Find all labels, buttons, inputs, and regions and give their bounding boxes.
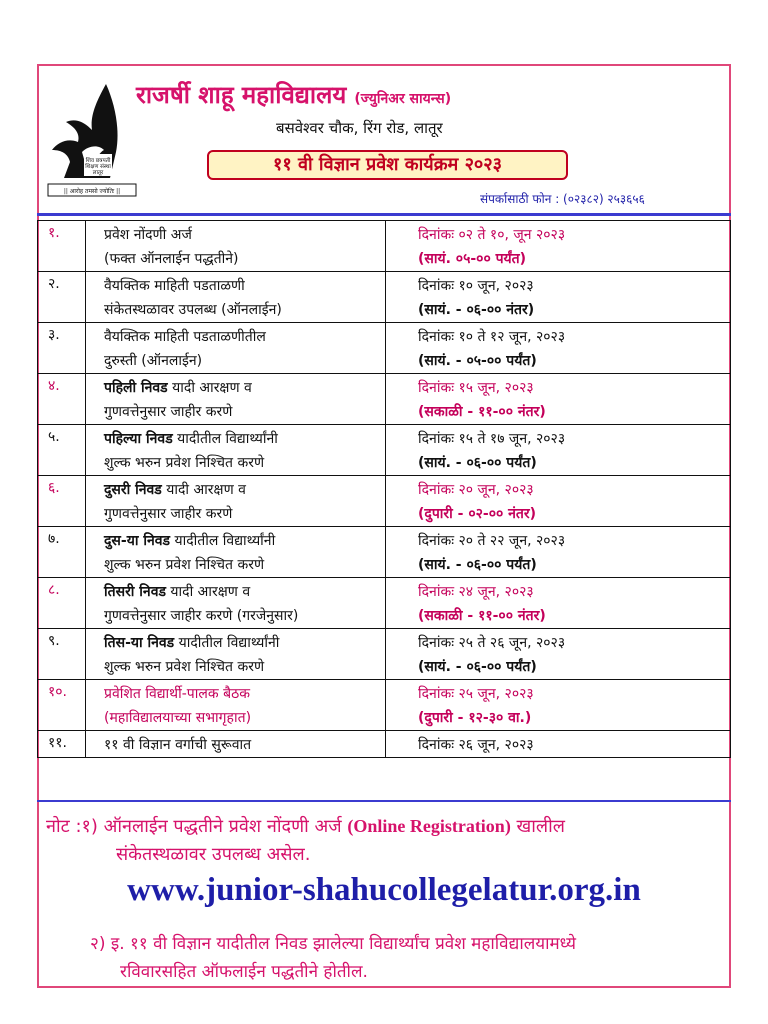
note-2-line1: २) इ. ११ वी विज्ञान यादीतील निवड झालेल्या विद्यार्थ्यांच प्रवेश महाविद्यालयामध्ये — [90, 934, 576, 954]
row-description — [86, 221, 386, 272]
logo-text-1: शिव छत्रपती — [85, 158, 111, 164]
notes-divider — [37, 800, 731, 802]
row-date-line2: (सायं. - ०६-०० पर्यंत) — [418, 659, 537, 675]
row-date-line2: (दुपारी - ०२-०० नंतर) — [418, 506, 536, 522]
row-date-line1: दिनांकः १० जून, २०२३ — [418, 278, 534, 294]
schedule-row — [38, 374, 731, 425]
row-description — [86, 680, 386, 731]
row-date-line2: (सायं. ०५-०० पर्यंत) — [418, 251, 527, 267]
row-date-line1: दिनांकः २४ जून, २०२३ — [418, 584, 534, 600]
note-2 — [90, 930, 730, 986]
contact-phone: संपर्कासाठी फोन : (०२३८२) २५३६५६ — [480, 192, 645, 206]
row-date-line1: दिनांकः २० ते २२ जून, २०२३ — [418, 533, 566, 549]
row-date-line2: (सायं. - ०५-०० पर्यंत) — [418, 353, 537, 369]
row-number: १०. — [38, 680, 86, 731]
row-description — [86, 629, 386, 680]
schedule-row — [38, 527, 731, 578]
row-desc-bold: पहिल्या निवड — [104, 431, 173, 447]
note-1-suffix: खालील — [510, 816, 566, 837]
header-divider — [37, 213, 731, 216]
row-date-line1: दिनांकः ०२ ते १०, जून २०२३ — [418, 227, 566, 243]
row-date — [386, 272, 731, 323]
row-description — [86, 272, 386, 323]
row-description — [86, 527, 386, 578]
row-desc-line2: संकेतस्थळावर उपलब्ध (ऑनलाईन) — [104, 302, 282, 318]
row-number: ११. — [38, 731, 86, 758]
row-desc-line1: यादीतील विद्यार्थ्यांनी — [174, 635, 280, 651]
row-date-line2: (सायं. - ०६-०० नंतर) — [418, 302, 535, 318]
row-desc-line1: प्रवेशित विद्यार्थी-पालक बैठक — [104, 686, 250, 702]
row-desc-line2: गुणवत्तेनुसार जाहीर करणे (गरजेनुसार) — [104, 608, 299, 624]
row-number: २. — [38, 272, 86, 323]
note-1-prefix: नोट :१) ऑनलाईन पद्धतीने प्रवेश नोंदणी अर्ज — [46, 816, 348, 837]
college-address: बसवेश्वर चौक, रिंग रोड, लातूर — [276, 119, 443, 137]
logo-text-3: लातूर — [92, 170, 104, 176]
note-1-english: (Online Registration) — [347, 816, 511, 836]
row-description — [86, 731, 386, 758]
row-desc-line2: शुल्क भरुन प्रवेश निश्चित करणे — [104, 557, 265, 573]
row-date-line1: दिनांकः २० जून, २०२३ — [418, 482, 534, 498]
schedule-row — [38, 476, 731, 527]
row-date-line1: दिनांकः २६ जून, २०२३ — [418, 737, 534, 753]
row-description — [86, 374, 386, 425]
row-date-line2: (सायं. - ०६-०० पर्यंत) — [418, 455, 537, 471]
row-date — [386, 476, 731, 527]
row-description — [86, 578, 386, 629]
row-number: ५. — [38, 425, 86, 476]
row-number: ४. — [38, 374, 86, 425]
program-banner: ११ वी विज्ञान प्रवेश कार्यक्रम २०२३ — [207, 150, 568, 180]
row-desc-bold: पहिली निवड — [104, 380, 168, 396]
row-date-line2: (सकाळी - ११-०० नंतर) — [418, 608, 546, 624]
row-date-line2: (सकाळी - ११-०० नंतर) — [418, 404, 546, 420]
college-name: राजर्षी शाहू महाविद्यालय — [136, 81, 347, 109]
row-number: ८. — [38, 578, 86, 629]
row-desc-line1: यादी आरक्षण व — [165, 584, 251, 600]
row-date — [386, 680, 731, 731]
row-desc-bold: दुसरी निवड — [104, 482, 162, 498]
row-desc-line1: यादीतील विद्यार्थ्यांनी — [172, 431, 278, 447]
row-date — [386, 578, 731, 629]
row-number: ९. — [38, 629, 86, 680]
row-date-line1: दिनांकः १५ जून, २०२३ — [418, 380, 534, 396]
row-date-line2: (सायं. - ०६-०० पर्यंत) — [418, 557, 537, 573]
row-desc-bold: दुस-या निवड — [104, 533, 170, 549]
row-desc-line2: (महाविद्यालयाच्या सभागृहात) — [104, 710, 252, 726]
schedule-table — [37, 220, 731, 758]
row-desc-line1: यादी आरक्षण व — [161, 482, 246, 498]
row-desc-line1: यादीतील विद्यार्थ्यांनी — [170, 533, 276, 549]
schedule-row — [38, 578, 731, 629]
website-url[interactable]: www.junior-shahucollegelatur.org.in — [127, 872, 641, 908]
row-desc-line1: वैयक्तिक माहिती पडताळणी — [104, 278, 245, 294]
row-desc-line2: गुणवत्तेनुसार जाहीर करणे — [104, 506, 233, 522]
row-desc-line1: ११ वी विज्ञान वर्गाची सुरूवात — [104, 737, 252, 753]
row-desc-line2: दुरुस्ती (ऑनलाईन) — [104, 353, 203, 369]
schedule-row — [38, 272, 731, 323]
row-desc-line1: वैयक्तिक माहिती पडताळणीतील — [104, 329, 266, 345]
schedule-row — [38, 629, 731, 680]
row-desc-line2: गुणवत्तेनुसार जाहीर करणे — [104, 404, 233, 420]
note-1-line2: संकेतस्थळावर उपलब्ध असेल. — [116, 844, 311, 865]
note-1 — [46, 812, 726, 869]
row-date — [386, 629, 731, 680]
row-description — [86, 323, 386, 374]
schedule-row — [38, 731, 731, 758]
row-date — [386, 323, 731, 374]
row-desc-line1: प्रवेश नोंदणी अर्ज — [104, 227, 192, 243]
row-desc-line1: यादी आरक्षण व — [167, 380, 252, 396]
row-date-line2: (दुपारी - १२-३० वा.) — [418, 710, 532, 726]
schedule-row — [38, 425, 731, 476]
row-desc-bold: तिस-या निवड — [104, 635, 175, 651]
college-logo — [46, 82, 138, 198]
row-desc-line2: शुल्क भरुन प्रवेश निश्चित करणे — [104, 659, 265, 675]
logo-text-2: शिक्षण संस्था — [85, 164, 111, 170]
row-date-line1: दिनांकः १० ते १२ जून, २०२३ — [418, 329, 566, 345]
schedule-row — [38, 221, 731, 272]
row-date — [386, 731, 731, 758]
row-number: ६. — [38, 476, 86, 527]
row-number: ७. — [38, 527, 86, 578]
row-desc-line2: (फक्त ऑनलाईन पद्धतीने) — [104, 251, 239, 267]
row-number: १. — [38, 221, 86, 272]
note-2-line2: रविवारसहित ऑफलाईन पद्धतीने होतील. — [120, 962, 368, 982]
row-date — [386, 374, 731, 425]
college-subtitle: (ज्युनिअर सायन्स) — [354, 91, 452, 107]
schedule-row — [38, 680, 731, 731]
row-date — [386, 425, 731, 476]
row-date — [386, 527, 731, 578]
row-description — [86, 425, 386, 476]
row-desc-line2: शुल्क भरुन प्रवेश निश्चित करणे — [104, 455, 265, 471]
row-number: ३. — [38, 323, 86, 374]
row-date — [386, 221, 731, 272]
row-description — [86, 476, 386, 527]
college-title — [136, 78, 726, 111]
row-date-line1: दिनांकः १५ ते १७ जून, २०२३ — [418, 431, 566, 447]
row-date-line1: दिनांकः २५ ते २६ जून, २०२३ — [418, 635, 566, 651]
schedule-row — [38, 323, 731, 374]
row-desc-bold: तिसरी निवड — [104, 584, 166, 600]
row-date-line1: दिनांकः २५ जून, २०२३ — [418, 686, 534, 702]
logo-motto: || आरोह तमसो ज्योतिः || — [63, 188, 121, 195]
